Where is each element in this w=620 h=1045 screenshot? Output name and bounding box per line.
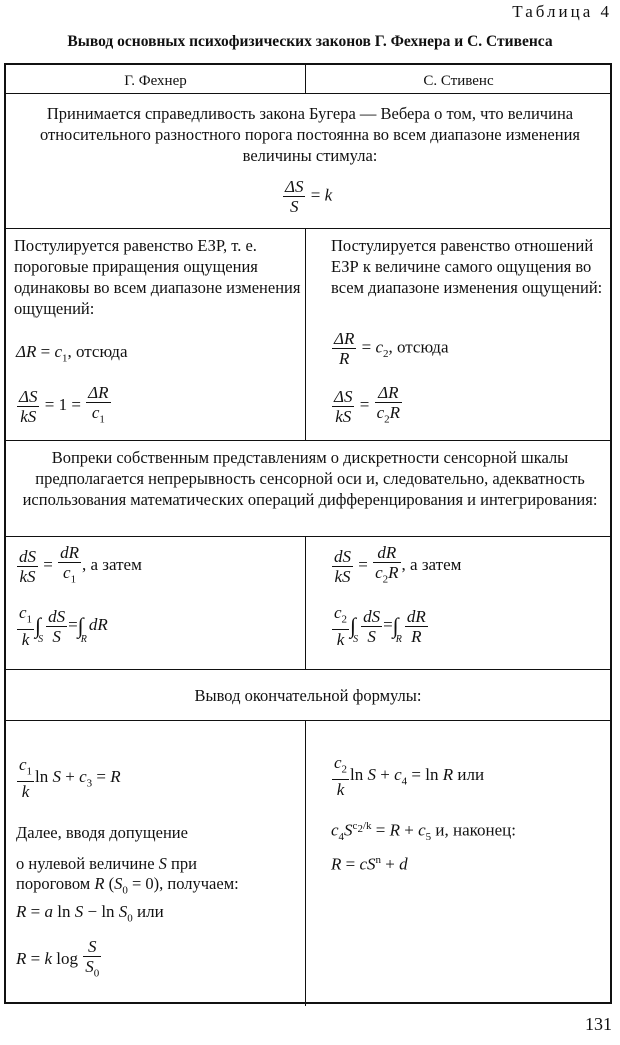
- fechner-zero-text-b: при: [171, 854, 197, 873]
- bouguer-weber-text: Принимается справедливость закона Бугера — Вебера о том, что величина относительного разностного порога постоянна во всем диапазоне изменения величины стимула:: [39, 104, 581, 165]
- fechner-threshold-text: пороговом R $(S_0 = 0)$, получаем:: [16, 874, 239, 897]
- stevens-postulate: Постулируется равенство отношений ЕЗР к величине самого ощущения во всем диапазоне изменения ощущений:: [331, 236, 603, 297]
- final-formula-heading: Вывод окончательной формулы:: [194, 686, 422, 705]
- stevens-differential: $\frac{dS}{kS}$ = $\frac{dR}{c_2R}$ , а затем: [334, 543, 462, 586]
- stevens-power-formula: $c_4S^{c_2/k} = R + c_5$ и, наконец:: [331, 820, 516, 844]
- row-divider: [6, 440, 610, 441]
- stevens-log-formula-tail: или: [457, 765, 485, 785]
- column-divider: [305, 720, 306, 1006]
- fechner-law-formula: R = k log $\frac{S}{S_0}$: [16, 937, 100, 980]
- table-title: Вывод основных психофизических законов Г. Фехнера и С. Стивенса: [67, 33, 553, 50]
- header-fechner: Г. Фехнер: [124, 73, 187, 89]
- fechner-differential-tail: , а затем: [81, 555, 142, 575]
- fechner-postulate: Постулируется равенство ЕЗР, т. е. пороговые приращения ощущения одинаковы во всем диапазоне изменения ощущений:: [14, 236, 301, 318]
- continuity-text: Вопреки собственным представлениям о дискретности сенсорной шкалы предполагается непрерывность сенсорной оси и, следовательно, адекватность использования математических операций дифференцирования и интегрирования:: [22, 448, 598, 509]
- stevens-formula-1: $\frac{\Delta R}{R}$ = $c_2$, отсюда: [334, 329, 449, 368]
- fechner-assumption-text: Далее, вводя допущение: [16, 823, 188, 842]
- stevens-integral: $\frac{c_2}{k}$ $\int_S$ $\frac{dS}{S}$ $=\int_R$ $\frac{dR}{R}$: [334, 603, 426, 650]
- fechner-integral: $\frac{c_1}{k}$ $\int_S$ $\frac{dS}{S}$ $=\int_RdR$: [19, 603, 108, 650]
- stevens-law-formula: $R = cS^n + d$: [331, 854, 408, 874]
- stevens-formula-1-tail: , отсюда: [388, 337, 449, 357]
- fechner-log-formula: $\frac{c_1}{k}$ $\ln S + c_3 = R$: [19, 755, 121, 802]
- column-divider: [305, 228, 306, 440]
- derivation-table: [4, 63, 612, 1004]
- fechner-threshold-text-b: ), получаем:: [153, 874, 239, 893]
- stevens-power-formula-tail: и, наконец:: [435, 820, 516, 840]
- fechner-log-difference-tail: или: [137, 902, 164, 921]
- page-number: 131: [585, 1014, 612, 1034]
- row-divider: [6, 93, 610, 94]
- fechner-formula-1: $\Delta R = c_1$, отсюда: [16, 342, 128, 365]
- fechner-formula-2: $\frac{\Delta S}{kS}$ = 1 = $\frac{\Delta R}{c_1}$: [19, 383, 109, 426]
- stevens-formula-2: $\frac{\Delta S}{kS}$ = $\frac{\Delta R}{c_2R}$: [334, 383, 401, 426]
- stevens-differential-tail: , а затем: [401, 555, 462, 575]
- row-divider: [6, 669, 610, 670]
- fechner-differential: $\frac{dS}{kS}$ = $\frac{dR}{c_1}$ , а затем: [19, 543, 142, 586]
- row-divider: [6, 536, 610, 537]
- row-divider: [6, 228, 610, 229]
- row-divider: [6, 720, 610, 721]
- fechner-log-difference: R = a $\ln S - \ln S_0$ или: [16, 902, 164, 925]
- stevens-log-formula: $\frac{c_2}{k}$ $\ln S + c_4 = \ln R$ или: [334, 753, 485, 800]
- fechner-formula-1-tail: , отсюда: [67, 342, 128, 361]
- column-divider: [305, 536, 306, 669]
- fechner-zero-text: о нулевой величине S при: [16, 854, 197, 873]
- weber-formula: $\frac{\Delta S}{S}$ = k: [285, 177, 333, 216]
- column-divider: [305, 65, 306, 93]
- header-stevens: С. Стивенс: [423, 73, 494, 89]
- fechner-threshold-text-a: пороговом: [16, 874, 91, 893]
- table-label: Таблица 4: [512, 2, 612, 21]
- fechner-zero-text-a: о нулевой величине: [16, 854, 155, 873]
